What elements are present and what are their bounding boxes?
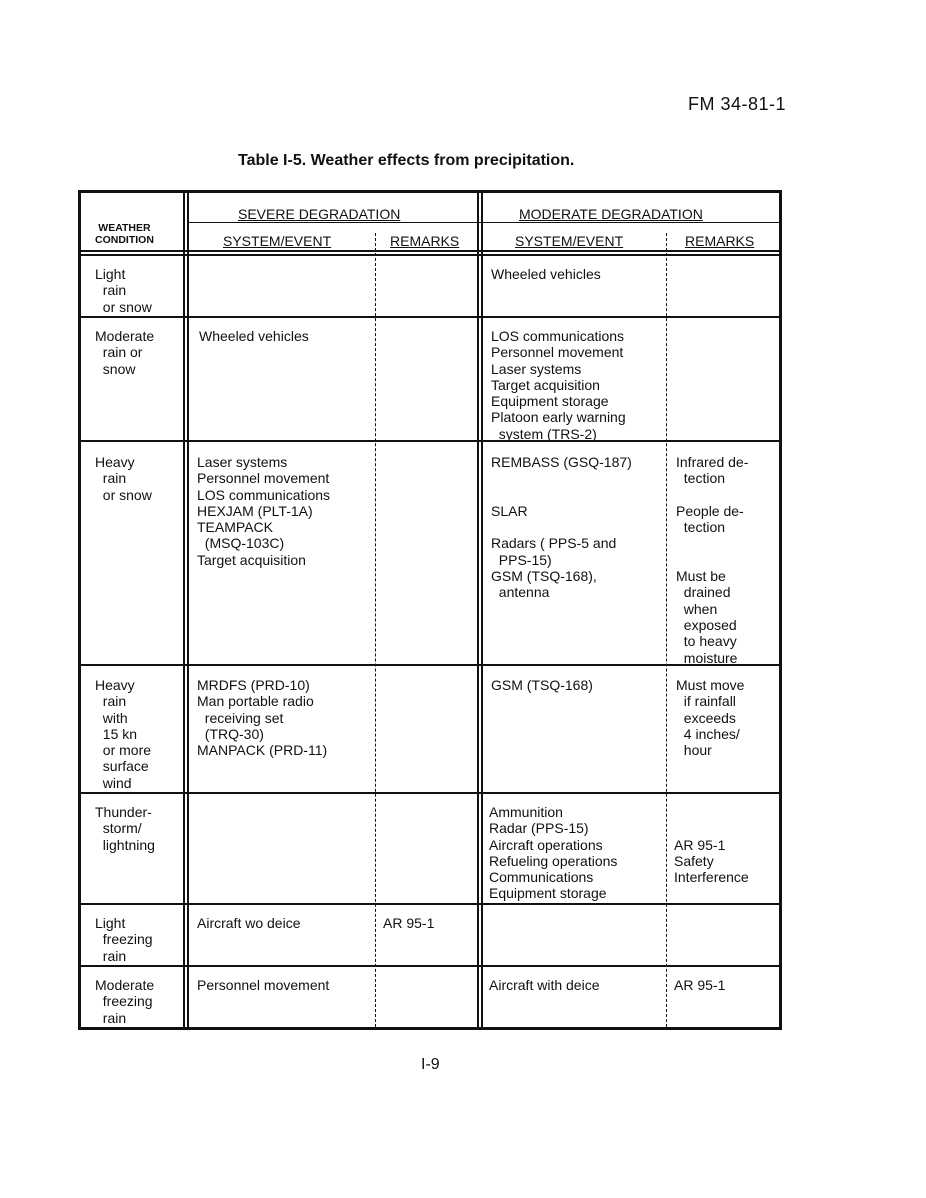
row-1-condition: Light rain or snow <box>95 266 152 315</box>
row-5-moderate-remarks: AR 95-1 Safety Interference <box>674 836 749 886</box>
row-3-condition: Heavy rain or snow <box>95 454 152 503</box>
row-3-moderate-remarks: Infrared de- tection People de- tection Must be drained when exposed to heavy moisture <box>676 454 749 666</box>
row-5-moderate-system: Ammunition Radar (PPS-15) Aircraft operations Refueling operations Communications Equipment storage <box>489 804 618 902</box>
header-moderate-system-event: SYSTEM/EVENT <box>515 233 624 249</box>
header-moderate-remarks: REMARKS <box>685 233 755 249</box>
row-7-condition: Moderate freezing rain <box>95 977 155 1026</box>
row-2-moderate-system: LOS communications Personnel movement Laser systems Target acquisition Equipment storage Platoon early warning system (TRS-2) <box>491 328 626 442</box>
page-number: I-9 <box>421 1056 440 1073</box>
row-3-moderate-system: REMBASS (GSQ-187) SLAR Radars ( PPS-5 and PPS-15) GSM (TSQ-168), antenna <box>491 454 632 601</box>
row-6-condition: Light freezing rain <box>95 915 153 964</box>
header-severe-degradation: SEVERE DEGRADATION <box>238 206 401 222</box>
row-1-moderate-system: Wheeled vehicles <box>491 266 601 282</box>
header-severe-remarks: REMARKS <box>390 233 460 249</box>
header-severe-system-event: SYSTEM/EVENT <box>223 233 332 249</box>
weather-table <box>78 190 782 1030</box>
row-6-severe-system: Aircraft wo deice <box>197 915 301 931</box>
header-weather-condition: WEATHER CONDITION <box>95 222 154 246</box>
row-5-condition: Thunder- storm/ lightning <box>95 804 155 853</box>
row-7-moderate-system: Aircraft with deice <box>489 977 600 993</box>
row-3-severe-system: Laser systems Personnel movement LOS communications HEXJAM (PLT-1A) TEAMPACK (MSQ-103C) Target acquisition <box>197 454 331 568</box>
row-2-condition: Moderate rain or snow <box>95 328 155 377</box>
row-4-moderate-remarks: Must move if rainfall exceeds 4 inches/ hour <box>676 677 745 759</box>
row-4-severe-system: MRDFS (PRD-10) Man portable radio receiving set (TRQ-30) MANPACK (PRD-11) <box>197 677 328 759</box>
row-2-severe-system: Wheeled vehicles <box>199 328 309 344</box>
document-id: FM 34-81-1 <box>688 94 787 114</box>
table-title: Table I-5. Weather effects from precipitation. <box>238 152 575 169</box>
row-6-severe-remarks: AR 95-1 <box>383 915 435 931</box>
row-7-severe-system: Personnel movement <box>197 977 330 993</box>
row-4-moderate-system: GSM (TSQ-168) <box>491 677 593 693</box>
row-4-condition: Heavy rain with 15 kn or more surface wind <box>95 677 152 791</box>
header-moderate-degradation: MODERATE DEGRADATION <box>519 206 703 222</box>
row-7-moderate-remarks: AR 95-1 <box>674 977 726 993</box>
